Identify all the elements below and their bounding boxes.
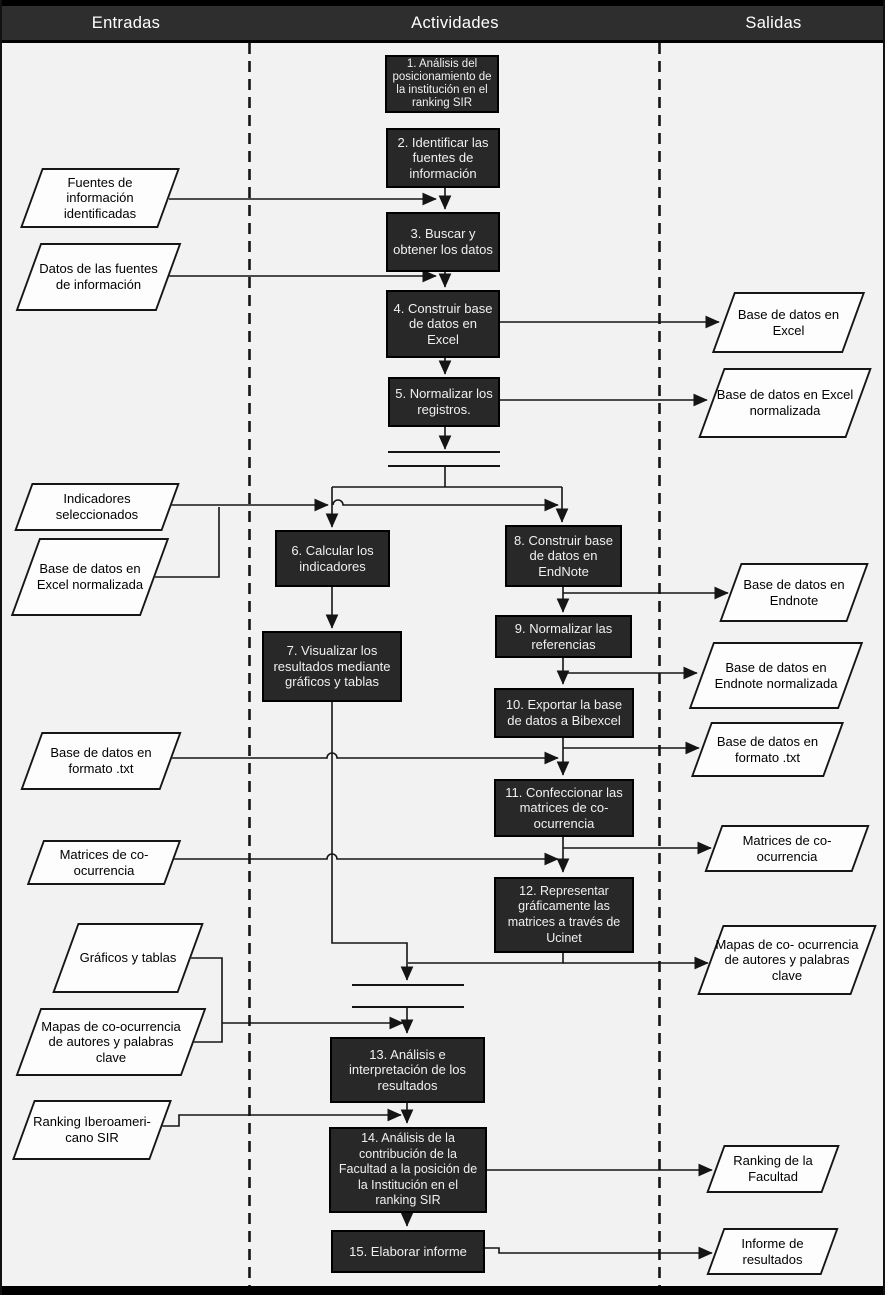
activity-box-10: 10. Exportar la base de datos a Bibexcel [494, 688, 634, 738]
output-shape-informe: Informe de resultados [704, 1228, 841, 1275]
input-shape-datos-fuentes: Datos de las fuentes de información [17, 243, 180, 311]
output-shape-bd-endnote-normalizada: Base de datos en Endnote normalizada [690, 642, 862, 709]
activity-box-3: 3. Buscar y obtener los datos [386, 212, 500, 272]
input-shape-ranking-sir: Ranking Iberoameri- cano SIR [12, 1100, 172, 1160]
input-shape-bd-txt: Base de datos en formato .txt [20, 732, 182, 790]
sync-bar-1 [388, 452, 500, 466]
output-shape-matrices: Matrices de co-ocurrencia [702, 825, 872, 872]
column-title-actividades: Actividades [411, 13, 499, 32]
output-shape-bd-endnote: Base de datos en Endnote [719, 563, 869, 622]
output-shape-bd-excel-normalizada: Base de datos en Excel normalizada [700, 368, 870, 438]
input-shape-mapas: Mapas de co-ocurrencia de autores y palabras clave [17, 1008, 205, 1076]
output-shape-ranking-facultad: Ranking de la Facultad [704, 1145, 842, 1193]
column-header-band [2, 6, 883, 43]
output-shape-mapas: Mapas de co- ocurrencia de autores y palabras clave [699, 925, 875, 995]
activity-box-12: 12. Representar gráficamente las matrices a través de Ucinet [494, 877, 634, 953]
activity-box-6: 6. Calcular los indicadores [275, 530, 390, 587]
activity-box-5: 5. Normalizar los registros. [388, 377, 500, 427]
input-shape-indicadores: Indicadores seleccionados [12, 483, 182, 531]
activity-box-11: 11. Confeccionar las matrices de co-ocurrencia [494, 779, 634, 837]
column-title-entradas: Entradas [91, 13, 161, 32]
input-shape-fuentes-informacion: Fuentes de información identificadas [20, 168, 180, 228]
input-shape-matrices: Matrices de co-ocurrencia [24, 840, 184, 885]
input-shape-bd-excel-normalizada: Base de datos en Excel normalizada [14, 538, 166, 616]
output-shape-bd-excel: Base de datos en Excel [712, 292, 865, 353]
activity-box-4: 4. Construir base de datos en Excel [386, 290, 500, 358]
activity-box-9: 9. Normalizar las referencias [495, 615, 632, 658]
activity-box-8: 8. Construir base de datos en EndNote [505, 525, 622, 587]
activity-box-1: 1. Análisis del posicionamiento de la institución en el ranking SIR [385, 55, 499, 113]
activity-box-15: 15. Elaborar informe [331, 1230, 485, 1273]
input-shape-graficos-tablas: Gráficos y tablas [54, 923, 202, 993]
activity-box-2: 2. Identificar las fuentes de información [386, 128, 500, 188]
column-title-salidas: Salidas [745, 13, 802, 32]
activity-box-14: 14. Análisis de la contribución de la Facultad a la posición de la Institución en el ranking SIR [329, 1127, 487, 1213]
output-shape-bd-txt: Base de datos en formato .txt [690, 722, 845, 777]
activity-box-7: 7. Visualizar los resultados mediante gráficos y tablas [262, 631, 402, 702]
activity-box-13: 13. Análisis e interpretación de los resultados [330, 1037, 485, 1103]
bottom-border-bar [2, 1286, 883, 1295]
sync-bar-2 [352, 985, 464, 1007]
